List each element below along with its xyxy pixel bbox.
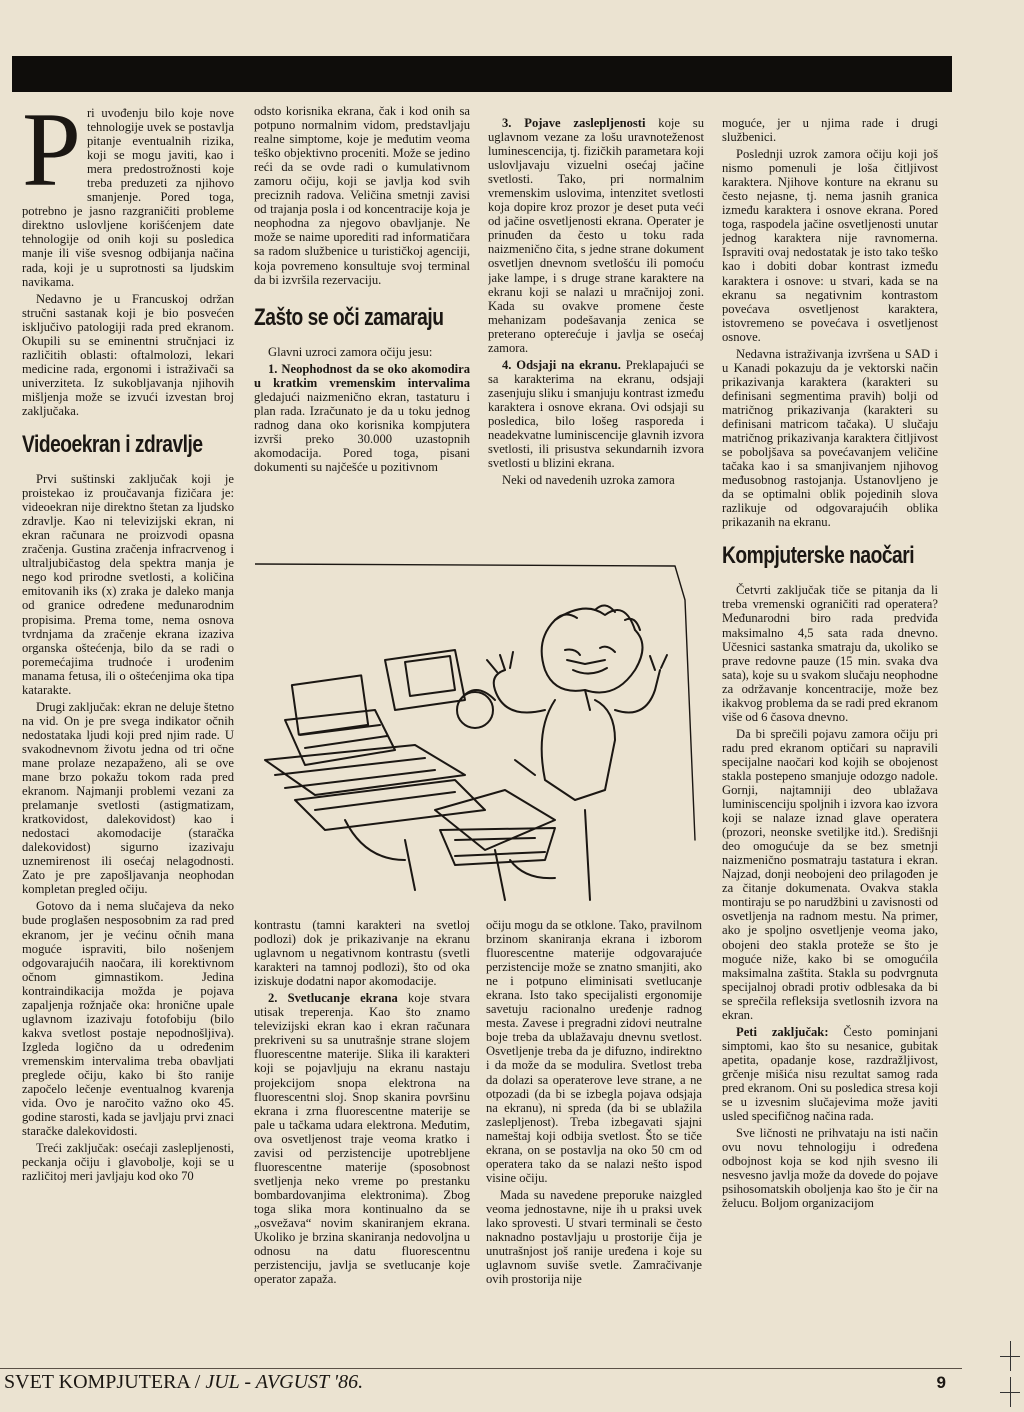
paragraph: Glavni uzroci zamora očiju jesu: [268, 344, 433, 359]
intro-paragraph: Pri uvođenju bilo koje nove tehnologije uvek se postavlja pitanje eventualnih rizika, koji se mogu javiti, kao i mera predostrožnosti koje treba preduzeti za njihovo smanjenje. Pored toga, potrebno je jasno razgraničiti probleme direktno uslovljene korišćenjem date tehnologije od onih koji su posledica manje ili više svesnog odbijanja načina rada, koji je u suprotnosti sa ljudskim navikama. [22, 106, 234, 289]
paragraph: Mada su navedene preporuke naizgled veoma jednostavne, nije ih u praksi uvek lako sprovesti. U stvari terminali se često naknadno postavljaju u prostorije čija je unutrašnjost još ranije uređena i koje su uglavnom suviše svetle. Zamračivanje ovih prostorija nije [486, 1187, 702, 1287]
paragraph: 1. Neophodnost da se oko akomodira u kratkim vremenskim intervalima gledajući naizmenično ekran, tastaturu i plan rada. Izračunato je da u toku jednog radnog dana oko korisnika kompjutera izvrši preko 30.000 uzastopnih akomodacija. Pored toga, pisani dokumenti su najčešće u pozitivnom [254, 361, 470, 474]
paragraph: Sve ličnosti ne prihvataju na isti način ovu novu tehnologiju i određena odbojnost koja se kod njih svesno ili nesvesno javlja može da dovede do pojave psihosomatskih oboljenja kao što je čir na želucu. Boljom organizacijom [722, 1126, 938, 1211]
paragraph: Prvi suštinski zaključak koji je proistekao iz proučavanja fizičara je: videoekran nije direktno štetan za ljudsko zdravlje. Kao ni televizijski ekran, ni ekran računara ne proizvodi opasna zračenja. Gustina zračenja infracrvenog i ultraljubičastog dela spektra manja je nego kod prirodne svetlosti, a količina emitovanih iks (x) zraka je daleko manja od granice određene međunarodnim propisima. Prema tome, nema osnova tvrdnjama da zračenje ekrana izaziva organska oštećenja, bilo da se radi o poremećajima trudnoće i urođenim manama fetusa, ili o oštećenjima oka tipa katarakte. [22, 472, 234, 697]
registration-mark [1010, 1341, 1011, 1371]
paragraph: Četvrti zaključak tiče se pitanja da li treba vremenski ograničiti rad operatera? Međunarodni biro rada predviđa maksimalno 4,5 sata rada dnevno. Učesnici sastanka smatraju da, ukoliko se prave redovne pauze (15 min. svaka dva sata), koje su u svakom slučaju neophodne za održavanje koncentracije, može bez ikakvog problema da se radi pred ekranom više od 6 časova dnevno. [722, 583, 938, 724]
footer-rule [0, 1368, 962, 1369]
registration-mark [1010, 1377, 1011, 1407]
paragraph: kontrastu (tamni karakteri na svetloj podlozi) dok je prikazivanje na ekranu uglavnom u negativnom kontrastu (svetli karakteri na tamnoj podlozi), što od oka iziskuje dodatni napor akomodacije. [254, 918, 470, 989]
illustration-stressed-worker [255, 560, 703, 910]
paragraph: 2. Svetlucanje ekrana koje stvara utisak treperenja. Kao što znamo televizijski ekran kao i ekran računara prekriveni su sa unutrašnje strane slojem fluorescentne materije. Slika ili karakteri koji se pojavljuju na ekranu nastaju projekcijom snopa elektrona na fluorescentni sloj. Snop skanira površinu ekrana i zrna fluorescentne materije se pale u tačkama udara elektrona. Međutim, ova osvetljenost traje veoma kratko i zavisi od perzistencije upotrebljene fluorescentne materije (sposobnost svetljenja neko vreme po prestanku bombardovanjima elektronima). Zbog toga slika mora kontinualno da se „osvežava“ novim skaniranjem ekrana. Ukoliko je brzina skaniranja nedovoljna u odnosu na datu fluorescentnu perzistenciju, javlja se svetlucanje koje operator zapaža. [254, 991, 470, 1287]
footer-separator: / [194, 1371, 201, 1393]
section-heading-naocari: Kompjuterske naočari [722, 542, 915, 570]
paragraph: moguće, jer u njima rade i drugi službenici. [722, 116, 938, 145]
page-number: 9 [936, 1373, 946, 1392]
magazine-footer [4, 1371, 363, 1394]
paragraph: Nedavno je u Francuskoj održan stručni sastanak koji je bio posvećen isključivo patologiji rada pred ekranom. Okupili su se eminentni stručnjaci iz različitih oblasti: oftalmolozi, lekari medicine rada, ergonomi i istraživači sa univerziteta. Iz sukobljavanja njihovih mišljenja može se izvući izvestan broj zaključaka. [22, 291, 234, 418]
issue-date: JUL - AVGUST '86. [205, 1371, 364, 1393]
article-column-2-top [254, 104, 470, 556]
article-column-2-bottom [254, 918, 470, 1364]
paragraph: Gotovo da i nema slučajeva da neko bude proglašen nesposobnim za rad pred ekranom, jer je većinu očnih mana moguće ispraviti, bilo nošenjem odgovarajućih naočara, ili korektivnom očnom gimnastikom. Jedina kontraindikacija možda je pojava zapaljenja rožnjače oka: hronične upale uglavnom izazivaju fotofobiju (bilo kakva svetlost postaje nepodnošljiva). Izgleda logično da u određenim vremenskim intervalima treba obavljati preglede očiju, kako bi što ranije započelo lečenje eventualnog kvarenja vida. Ovo je naročito važno oko 45. godine starosti, kada se javljaju prvi znaci staračke dalekovidosti. [22, 899, 234, 1139]
magazine-name: SVET KOMPJUTERA [4, 1371, 190, 1393]
article-column-3-top [488, 116, 704, 556]
section-heading-zasto: Zašto se oči zamaraju [254, 303, 444, 331]
paragraph: Drugi zaključak: ekran ne deluje štetno na vid. On je pre svega indikator očnih nedostataka ljudi koji pred njim rade. U svakodnevnom životu jedna od tri očne mane prolaze nezapaženo, ali se ove mane brzo pokažu tokom rada pred ekranom. Najmanji problemi vezani za prelamanje svetlosti (astigmatizam, kratkovidost, dalekovidost) kao i nedostaci akomodacije (staračka dalekovidost) sigurno izazivaju uznemirenost ili osećaj nelagodnosti. Zato je pre zapošljavanja neophodan kompletan pregled očiju. [22, 699, 234, 897]
section-heading-videoekran: Videoekran i zdravlje [22, 431, 203, 459]
paragraph: 4. Odsjaji na ekranu. Preklapajući se sa karakterima na ekranu, odsjaji zasenjuju sliku i smanjuju kontrast između karaktera i osnove ekrana. Ovi odsjaji su posledica, bilo lošeg rasporeda i neadekvatne luminiscencije glavnih izvora svetlosti, ili prisustva sekundarnih izvora svetlosti u blizini ekrana. [488, 357, 704, 471]
header-black-bar [12, 56, 952, 92]
paragraph: Treći zaključak: osećaji zaslepljenosti, peckanja očiju i glavobolje, koji se u različitoj meri javljaju kod oko 70 [22, 1141, 234, 1184]
paragraph: Nedavna istraživanja izvršena u SAD i u Kanadi pokazuju da je vektorski način prikazivanja karaktera (karakteri su definisani segmentima pravih) bolji od matričnog prikazivanja (karakteri su definisani matricom tačaka). U slučaju matričnog prikazivanja karaktera čitljivost se poboljšava sa povećavanjem veličine tačaka kao i sa smanjivanjem njihovog međusobnog rastojanja. Ustanovljeno je da se optimalni oblik pojedinih slova razlikuje od odgovarajućih oblika prikazanih na ekranu. [722, 346, 938, 530]
paragraph: odsto korisnika ekrana, čak i kod onih sa potpuno normalnim vidom, predstavljaju realne simptome, koje je međutim veoma teško objektivno proceniti. Može se jedino reći da se ovde radi o kumulativnom zamoru očiju, koji se javlja kod svih preciznih radova. Veličina smetnji zavisi od trajanja posla i od koncentracije koja je neophodna za njegovo obavljanje. Ne može se naime uporediti rad informatičara sa radom službenice u turističkoj agenciji, koja povremeno konsultuje svoj terminal da bi izvršila rezervaciju. [254, 104, 470, 287]
article-column-3-bottom [486, 918, 702, 1364]
paragraph: Neki od navedenih uzroka zamora [502, 473, 675, 488]
article-column-4 [722, 116, 938, 1364]
paragraph: 3. Pojave zaslepljenosti koje su uglavnom vezane za lošu uravnoteženost luminescencija, tj. fizičkih parametara koji uslovljavaju vizuelni osećaj jačine svetlosti. Tako, pri normalnim vremenskim uslovima, intenzitet svetlosti koja dopire kroz prozor je deset puta veći od jačine osvetljenosti ekrana. Operater je prinuđen da često u toku rada naizmenično čita, s jedne strane dokument osvetljen dnevnom svetlošću ili pomoću jake lampe, i s druge strane karaktere na ekranu koji se nalazi u mračnijoj zoni. Kada su ovakve promene česte mehanizam podešavanja zenica se preterano opterećuje i javlja se osećaj zamora. [488, 116, 704, 355]
article-column-1 [22, 106, 234, 1364]
drop-cap: P [22, 106, 81, 208]
paragraph: očiju mogu da se otklone. Tako, pravilnom brzinom skaniranja ekrana i izborom fluorescentne materije odgovarajuće perzistencije može se znatno smanjiti, ako ne i potpuno eliminisati svetlucanje ekrana. Isto tako specijalisti ergonomije savetuju racionalno uređenje radnog mesta. Zavese i pregradni zidovi neutralne boje treba da ublažavaju dnevnu svetlost. Osvetljenje treba da je difuzno, indirektno i da može da se modulira. Svetlost treba da dolazi sa operaterove leve strane, a ne otpozadi (da bi se izbegla pojava odsjaja na ekranu), ni spreda (da bi se ublažila zaslepljenost). Treba izbegavati sjajni nameštaj koji odbija svetlost. Što se tiče ekrana, on se postavlja na oko 50 cm od operatera tako da se nalazi nešto ispod visine očiju. [486, 918, 702, 1185]
paragraph: Peti zaključak: Često pominjani simptomi, kao što su nesanice, gubitak apetita, opadanje kose, razdražljivost, grčenje mišića nisu rezultat samog rada pred ekranom. Oni su posledica stresa koji se u izvesnim slučajevima može javiti usled specifičnog načina rada. [722, 1024, 938, 1124]
paragraph: Poslednji uzrok zamora očiju koji još nismo pomenuli je loša čitljivost karaktera. Njihove konture na ekranu su često nejasne, tj. nema jasnih granica između karaktera i osnove ekrana. Pored toga, raspodela jačine osvetljenosti unutar jednog karaktera nije ravnomerna. Ispraviti ovaj nedostatak je isto tako teško kao i dobiti dobar kontrast između karaktera i osnove: u stvari, kada se na ekranu sa negativnim kontrastom povećava osvetljenost karaktera, istovremeno se povećava i osvetljenost osnove. [722, 147, 938, 344]
paragraph: Da bi sprečili pojavu zamora očiju pri radu pred ekranom optičari su napravili specijalne naočari kod kojih se obojenost stakla postepeno smanjuje odozgo nadole. Gornji, najtamniji deo ublažava luminiscenciju spoljnih i izvora kao izvora koji se nalaze iznad glave operatera (prozori, neonske svetiljke itd.). Središnji deo omogućuje da se bez smetnji naizmenično posmatraju tastatura i ekran. Najzad, donji neobojeni deo prilagođen je za čitanje dokumenata. Ovakva stakla montiraju se po narudžbini u zavisnosti od osvetljenja na radnom mestu. Na primer, ako je spoljno osvetljenje veoma jako, obojeni deo stakla proteže se što je moguće niže, kako bi se omogućila maksimalna zaštita. Stakla su podvrgnuta specijalnoj obradi protiv odblesaka da bi se sprečila refleksija svetlosnih izvora na ekran. [722, 726, 938, 1022]
